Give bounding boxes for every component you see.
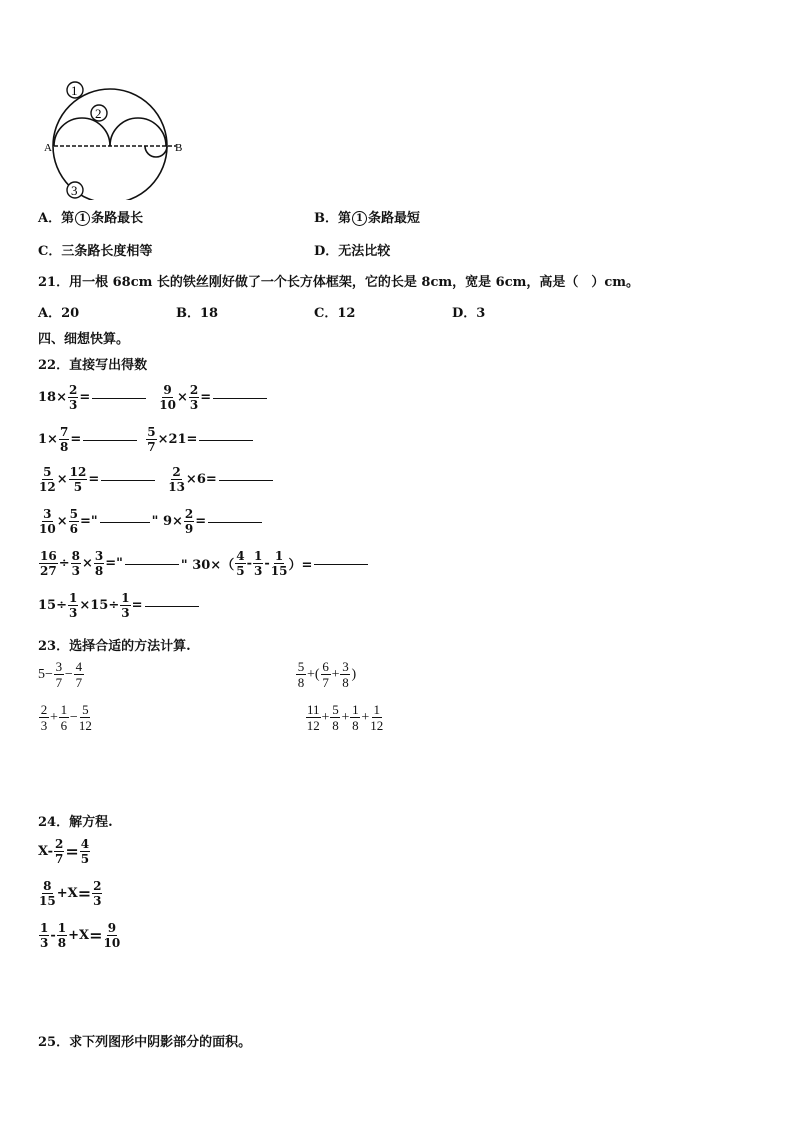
q22-row-1: 18× $\frac{2}{3}$ = $\frac{9}{10}$ × $\frac{2}{3}$ = (38, 384, 269, 411)
q23-expr-4: $\frac{11}{12}$ + $\frac{5}{8}$ + $\frac{1}{8}$ + $\frac{1}{12}$ (306, 702, 384, 733)
q22-row-4: $\frac{3}{10}$ × $\frac{5}{6}$ =" " 9× $\frac{2}{9}$ = (38, 508, 264, 535)
q23-title: 23．选择合适的方法计算. (38, 639, 191, 654)
q20-option-c[interactable]: C．三条路长度相等 (38, 244, 153, 259)
q20-option-d[interactable]: D．无法比较 (314, 244, 391, 259)
q21-text: 21．用一根 68cm 长的铁丝刚好做了一个长方体框架，它的长是 8cm，宽是 6cm，高是（ ）cm。 (38, 275, 640, 290)
q20-option-a[interactable]: A．第 1 条路最长 (38, 211, 144, 226)
circle-label-3: 3 (71, 183, 78, 198)
q21-option-c[interactable]: C．12 (314, 306, 356, 321)
circle-label-2: 2 (95, 106, 102, 121)
answer-blank[interactable] (100, 521, 150, 523)
circle-label-1: 1 (71, 83, 78, 98)
q21-option-a[interactable]: A．20 (38, 306, 80, 321)
answer-blank[interactable] (213, 397, 267, 399)
answer-blank[interactable] (314, 563, 368, 565)
q24-eq-1: X- $\frac{2}{7}$ = $\frac{4}{5}$ (38, 837, 90, 866)
q23-expr-1: 5− $\frac{3}{7}$ − $\frac{4}{7}$ (38, 659, 83, 690)
circled-number: 1 (75, 211, 90, 226)
q22-row-5: $\frac{16}{27}$ ÷ $\frac{8}{3}$ × $\frac{3}{8}$ =" " 30×（ $\frac{4}{5}$ - $\frac{1}{3}$ - $\frac{1}{15}$ ）= (38, 550, 370, 577)
q24-eq-3: $\frac{1}{3}$ - $\frac{1}{8}$ +X = $\frac{9}{10}$ (40, 921, 121, 950)
answer-blank[interactable] (125, 563, 179, 565)
answer-blank[interactable] (219, 479, 273, 481)
q23-expr-3: $\frac{2}{3}$ + $\frac{1}{6}$ − $\frac{5}{12}$ (40, 702, 92, 733)
answer-blank[interactable] (92, 397, 146, 399)
q21-option-b[interactable]: B．18 (176, 306, 219, 321)
q22-title: 22．直接写出得数 (38, 358, 148, 373)
q23-expr-2: $\frac{5}{8}$ +( $\frac{6}{7}$ + $\frac{3}{8}$ ) (297, 659, 357, 690)
q24-title: 24．解方程. (38, 815, 113, 830)
answer-blank[interactable] (199, 439, 253, 441)
label-b: B (175, 142, 183, 154)
answer-blank[interactable] (145, 605, 199, 607)
q22-row-2: 1× $\frac{7}{8}$ = $\frac{5}{7}$ ×21= (38, 426, 255, 453)
answer-blank[interactable] (101, 479, 155, 481)
answer-blank[interactable] (83, 439, 137, 441)
q25-title: 25．求下列图形中阴影部分的面积。 (38, 1035, 252, 1050)
q22-row-6: 15÷ $\frac{1}{3}$ ×15÷ $\frac{1}{3}$ = (38, 592, 201, 619)
label-a: A (44, 142, 52, 154)
circled-number: 1 (352, 211, 367, 226)
answer-blank[interactable] (208, 521, 262, 523)
section-heading: 四、细想快算。 (38, 332, 130, 347)
q24-eq-2: $\frac{8}{15}$ +X = $\frac{2}{3}$ (39, 879, 102, 908)
q22-row-3: $\frac{5}{12}$ × $\frac{12}{5}$ = $\frac{2}{13}$ ×6= (38, 466, 275, 493)
path-figure (40, 80, 190, 200)
q21-option-d[interactable]: D．3 (452, 306, 486, 321)
q20-option-b[interactable]: B．第 1 条路最短 (314, 211, 421, 226)
